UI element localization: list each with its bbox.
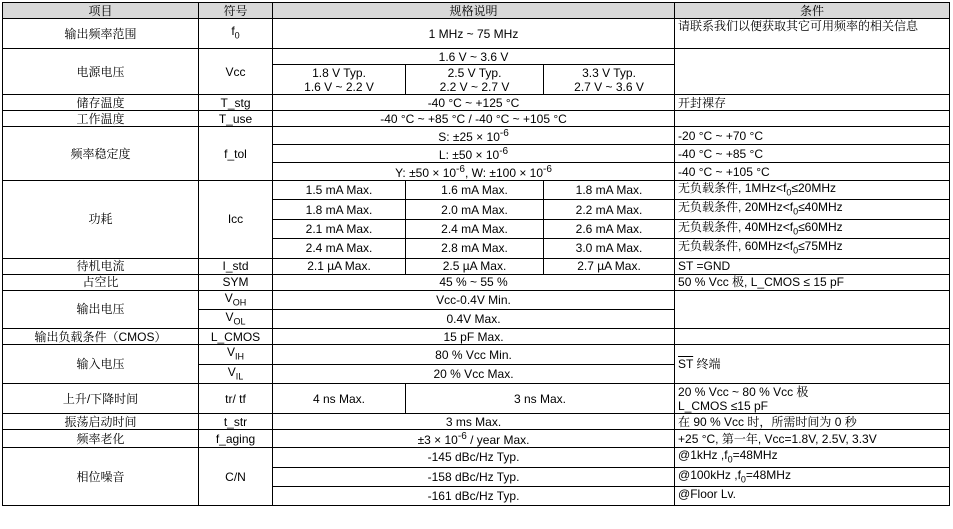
power-value-b: 2.0 mA Max. xyxy=(406,200,544,219)
item-supply-voltage: 电源电压 xyxy=(3,49,199,95)
row-standby xyxy=(3,258,950,274)
spec-phase-noise: -161 dBc/Hz Typ. xyxy=(273,486,675,505)
spec-output-load: 15 pF Max. xyxy=(273,329,675,345)
symbol-freq-stability: f_tol xyxy=(199,127,273,181)
power-value-c: 3.0 mA Max. xyxy=(544,239,675,258)
row-phase-noise-1 xyxy=(3,448,950,467)
row-rise-fall xyxy=(3,384,950,414)
symbol-voh: $V_{OH}$ xyxy=(199,290,273,309)
row-power-1 xyxy=(3,181,950,200)
symbol-standby: I_std xyxy=(199,258,273,274)
row-output-voh xyxy=(3,290,950,309)
specification-table xyxy=(2,2,950,506)
cond-duty: 50 % Vcc 极, L_CMOS ≤ 15 pF xyxy=(675,274,950,290)
spec-stability-yw: Y: $\pm 50 \times 10^{-6}$, W: $\pm 100 \times 10^{-6}$ xyxy=(273,163,675,181)
item-freq-range: 输出频率范围 xyxy=(3,19,199,49)
standby-value-a: 2.1 µA Max. xyxy=(273,258,406,274)
row-operating-temp xyxy=(3,111,950,127)
row-duty xyxy=(3,274,950,290)
cond-phase-noise: @100kHz $,f_0=48MHz$ xyxy=(675,467,950,486)
item-power: 功耗 xyxy=(3,181,199,259)
spec-vol: 0.4V Max. xyxy=(273,309,675,328)
supply-option-1v8: 1.8 V Typ. 1.6 V ~ 2.2 V xyxy=(273,65,406,95)
item-startup: 振荡启动时间 xyxy=(3,414,199,430)
header-row xyxy=(3,3,950,19)
power-value-a: 2.4 mA Max. xyxy=(273,239,406,258)
row-aging xyxy=(3,430,950,448)
standby-value-c: 2.7 µA Max. xyxy=(544,258,675,274)
cond-stability-l: -40 °C ~ +85 °C xyxy=(675,145,950,163)
spec-stability-s: S: $\pm 25 \times 10^{-6}$ xyxy=(273,127,675,145)
item-rise-fall: 上升/下降时间 xyxy=(3,384,199,414)
spec-aging: $\pm 3 \times 10^{-6}$ / year Max. xyxy=(273,430,675,448)
power-value-b: 2.4 mA Max. xyxy=(406,219,544,238)
spec-operating-temp: -40 °C ~ +85 °C / -40 °C ~ +105 °C xyxy=(273,111,675,127)
cond-supply-voltage xyxy=(675,49,950,95)
header-condition: 条件 xyxy=(675,3,950,19)
item-duty: 占空比 xyxy=(3,274,199,290)
item-operating-temp: 工作温度 xyxy=(3,111,199,127)
cond-stability-yw: -40 °C ~ +105 °C xyxy=(675,163,950,181)
power-value-c: 1.8 mA Max. xyxy=(544,181,675,200)
symbol-supply-voltage: Vcc xyxy=(199,49,273,95)
item-standby: 待机电流 xyxy=(3,258,199,274)
cond-operating-temp xyxy=(675,111,950,127)
symbol-freq-range: $f_0$ xyxy=(199,19,273,49)
spec-rise-fall-bc: 3 ns Max. xyxy=(406,384,675,414)
symbol-aging: f_aging xyxy=(199,430,273,448)
symbol-rise-fall: tr/ tf xyxy=(199,384,273,414)
power-value-a: 1.8 mA Max. xyxy=(273,200,406,219)
symbol-phase-noise: C/N xyxy=(199,448,273,506)
symbol-vih: $V_{IH}$ xyxy=(199,345,273,364)
spec-phase-noise: -145 dBc/Hz Typ. xyxy=(273,448,675,467)
symbol-vil: $V_{IL}$ xyxy=(199,364,273,383)
cond-output-load xyxy=(675,329,950,345)
symbol-power: Icc xyxy=(199,181,273,259)
spec-storage-temp: -40 °C ~ +125 °C xyxy=(273,95,675,111)
row-freq-stability-s xyxy=(3,127,950,145)
symbol-duty: SYM xyxy=(199,274,273,290)
spec-freq-range: 1 MHz ~ 75 MHz xyxy=(273,19,675,49)
spec-stability-l: L: $\pm 50 \times 10^{-6}$ xyxy=(273,145,675,163)
item-storage-temp: 储存温度 xyxy=(3,95,199,111)
cond-power: 无负载条件, $40MHz<f_0\le 60MHz$ xyxy=(675,219,950,238)
cond-output-voltage xyxy=(675,290,950,329)
cond-standby: $\overline{ST} =GND$ xyxy=(675,258,950,274)
symbol-startup: t_str xyxy=(199,414,273,430)
power-value-b: 1.6 mA Max. xyxy=(406,181,544,200)
item-output-voltage: 输出电压 xyxy=(3,290,199,329)
spec-voh: Vcc-0.4V Min. xyxy=(273,290,675,309)
cond-phase-noise: @1kHz $,f_0=48MHz$ xyxy=(675,448,950,467)
header-symbol: 符号 xyxy=(199,3,273,19)
cond-freq-range: 请联系我们以便获取其它可用频率的相关信息 xyxy=(675,19,950,49)
item-aging: 频率老化 xyxy=(3,430,199,448)
spec-table-container xyxy=(2,2,950,506)
spec-startup: 3 ms Max. xyxy=(273,414,675,430)
cond-startup: 在 90 % Vcc 时，所需时间为 0 秒 xyxy=(675,414,950,430)
power-value-a: 1.5 mA Max. xyxy=(273,181,406,200)
item-phase-noise: 相位噪音 xyxy=(3,448,199,506)
item-freq-stability: 频率稳定度 xyxy=(3,127,199,181)
cond-power: 无负载条件, $20MHz<f_0\le 40MHz$ xyxy=(675,200,950,219)
cond-rise-fall: 20 % Vcc ~ 80 % Vcc 极 L_CMOS ≤15 pF xyxy=(675,384,950,414)
symbol-output-load: L_CMOS xyxy=(199,329,273,345)
header-item: 项目 xyxy=(3,3,199,19)
cond-input-voltage: $\overline{ST}$ 终端 xyxy=(675,345,950,384)
row-output-load xyxy=(3,329,950,345)
cond-storage-temp: 开封裸存 xyxy=(675,95,950,111)
standby-value-b: 2.5 µA Max. xyxy=(406,258,544,274)
spec-phase-noise: -158 dBc/Hz Typ. xyxy=(273,467,675,486)
spec-vih: 80 % Vcc Min. xyxy=(273,345,675,364)
symbol-operating-temp: T_use xyxy=(199,111,273,127)
row-startup xyxy=(3,414,950,430)
power-value-a: 2.1 mA Max. xyxy=(273,219,406,238)
row-freq-range xyxy=(3,19,950,49)
row-supply-voltage xyxy=(3,49,950,65)
row-input-vih xyxy=(3,345,950,364)
row-storage-temp xyxy=(3,95,950,111)
cond-aging: +25 °C, 第一年, Vcc=1.8V, 2.5V, 3.3V xyxy=(675,430,950,448)
supply-option-3v3: 3.3 V Typ. 2.7 V ~ 3.6 V xyxy=(544,65,675,95)
symbol-storage-temp: T_stg xyxy=(199,95,273,111)
power-value-c: 2.2 mA Max. xyxy=(544,200,675,219)
header-spec: 规格说明 xyxy=(273,3,675,19)
supply-option-2v5: 2.5 V Typ. 2.2 V ~ 2.7 V xyxy=(406,65,544,95)
spec-duty: 45 % ~ 55 % xyxy=(273,274,675,290)
symbol-vol: $V_{OL}$ xyxy=(199,309,273,328)
item-input-voltage: 输入电压 xyxy=(3,345,199,384)
power-value-b: 2.8 mA Max. xyxy=(406,239,544,258)
power-value-c: 2.6 mA Max. xyxy=(544,219,675,238)
cond-power: 无负载条件, $1MHz<f_0\le 20MHz$ xyxy=(675,181,950,200)
cond-phase-noise: @Floor Lv. xyxy=(675,486,950,505)
cond-stability-s: -20 °C ~ +70 °C xyxy=(675,127,950,145)
cond-power: 无负载条件, $60MHz<f_0\le 75MHz$ xyxy=(675,239,950,258)
spec-supply-range: 1.6 V ~ 3.6 V xyxy=(273,49,675,65)
item-output-load: 输出负载条件（CMOS） xyxy=(3,329,199,345)
spec-vil: 20 % Vcc Max. xyxy=(273,364,675,383)
spec-rise-fall-a: 4 ns Max. xyxy=(273,384,406,414)
